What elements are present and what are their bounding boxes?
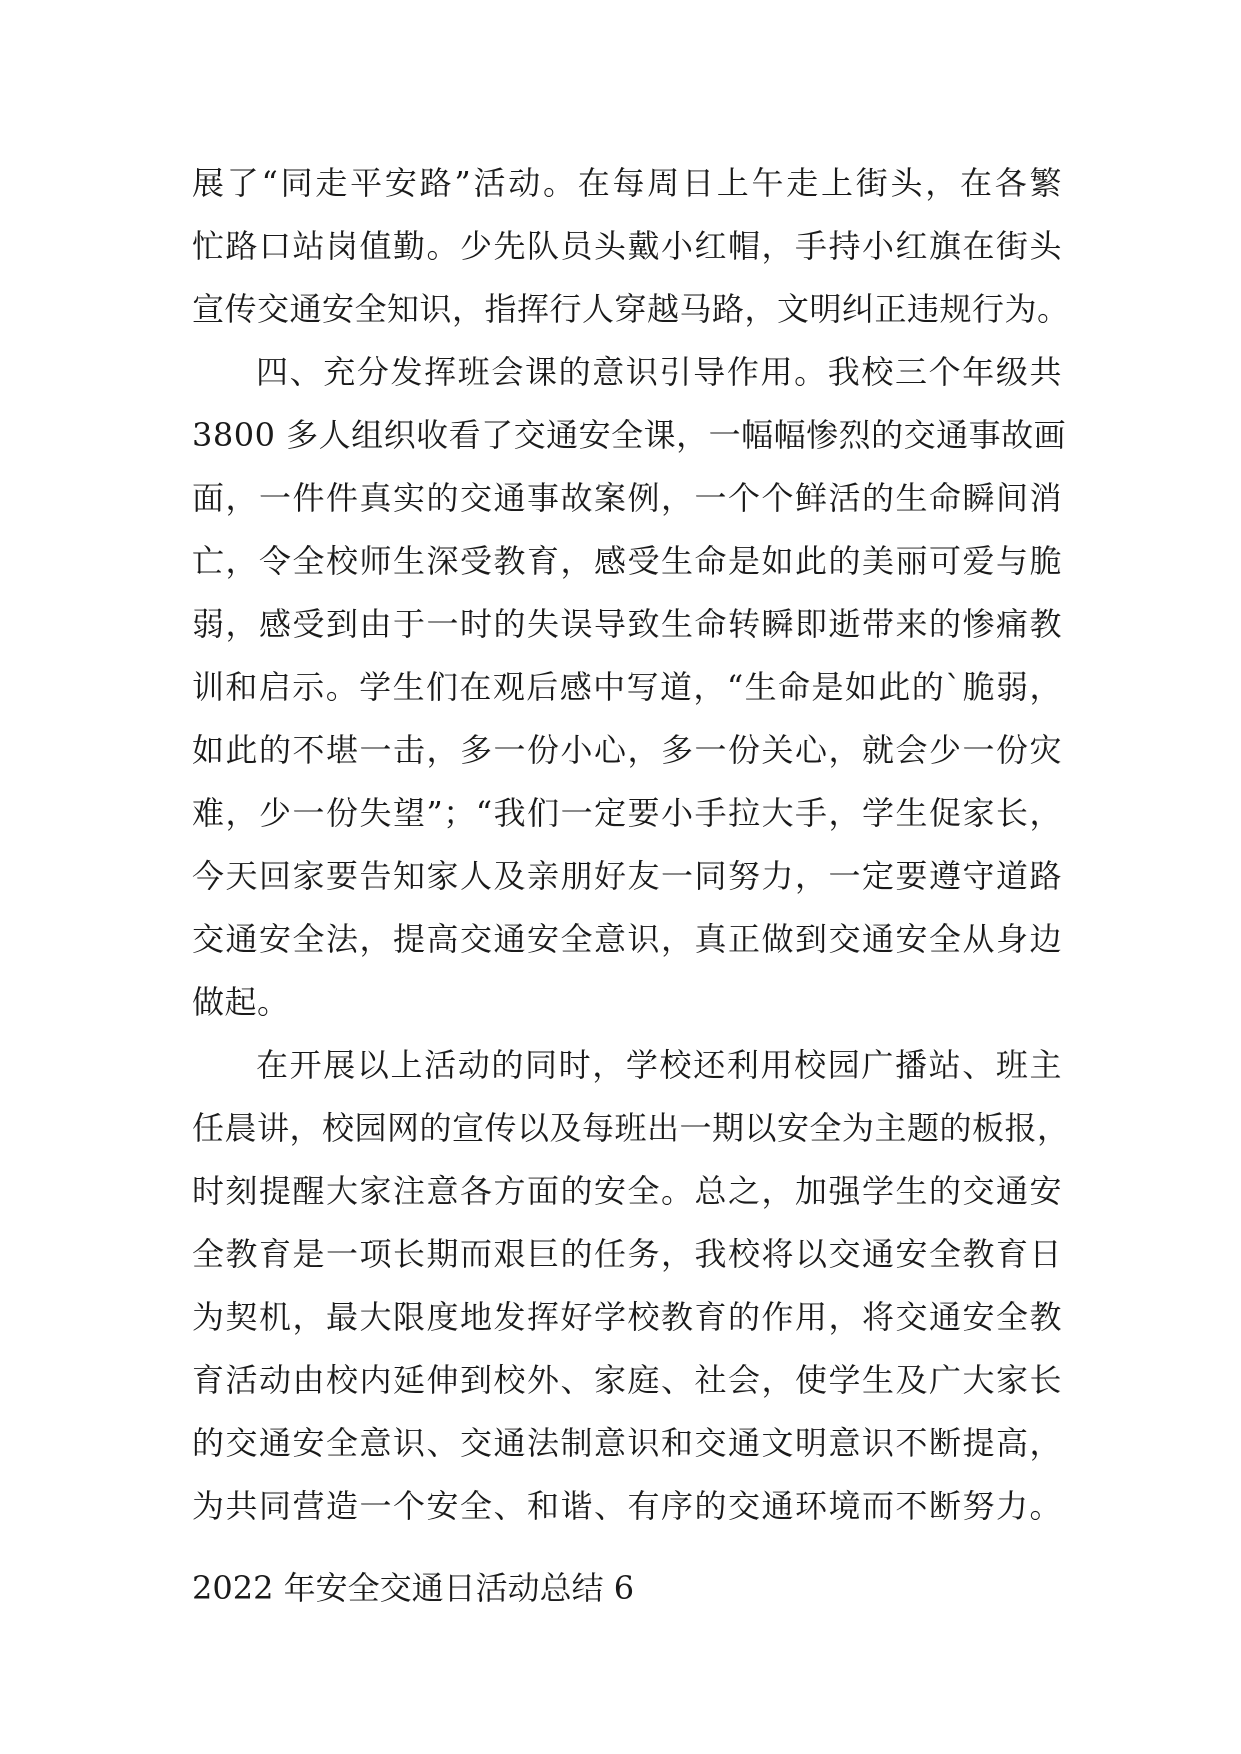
text-line: 为契机，最大限度地发挥好学校教育的作用，将交通安全教 xyxy=(192,1298,1062,1336)
text-line: 交通安全法，提高交通安全意识，真正做到交通安全从身边 xyxy=(192,920,1062,958)
text-line: 弱，感受到由于一时的失误导致生命转瞬即逝带来的惨痛教 xyxy=(192,605,1062,643)
text-line: 育活动由校内延伸到校外、家庭、社会，使学生及广大家长 xyxy=(192,1361,1062,1399)
text-line: 为共同营造一个安全、和谐、有序的交通环境而不断努力。 xyxy=(192,1487,1062,1525)
text-line: 展了“同走平安路”活动。在每周日上午走上街头，在各繁 xyxy=(192,164,1062,202)
text-line: 3800 多人组织收看了交通安全课，一幅幅惨烈的交通事故画 xyxy=(192,416,1067,454)
text-line: 面，一件件真实的交通事故案例，一个个鲜活的生命瞬间消 xyxy=(192,479,1062,517)
text-line: 时刻提醒大家注意各方面的安全。总之，加强学生的交通安 xyxy=(192,1172,1062,1210)
text-line: 如此的不堪一击，多一份小心，多一份关心，就会少一份灾 xyxy=(192,731,1062,769)
text-line: 的交通安全意识、交通法制意识和交通文明意识不断提高， xyxy=(192,1424,1062,1462)
text-line: 任晨讲，校园网的宣传以及每班出一期以安全为主题的板报， xyxy=(192,1109,1070,1147)
text-line: 亡，令全校师生深受教育，感受生命是如此的美丽可爱与脆 xyxy=(192,542,1062,580)
text-line: 忙路口站岗值勤。少先队员头戴小红帽，手持小红旗在街头 xyxy=(192,227,1062,265)
text-line: 四、充分发挥班会课的意识引导作用。我校三个年级共 xyxy=(256,353,1062,391)
text-line: 今天回家要告知家人及亲朋好友一同努力，一定要遵守道路 xyxy=(192,857,1062,895)
section-heading: 2022 年安全交通日活动总结 6 xyxy=(192,1569,635,1607)
text-line: 全教育是一项长期而艰巨的任务，我校将以交通安全教育日 xyxy=(192,1235,1062,1273)
text-line: 在开展以上活动的同时，学校还利用校园广播站、班主 xyxy=(256,1046,1062,1084)
text-line: 训和启示。学生们在观后感中写道，“生命是如此的`脆弱， xyxy=(192,668,1062,706)
paragraph-3 xyxy=(192,1034,1070,1538)
text-line: 难，少一份失望”；“我们一定要小手拉大手，学生促家长， xyxy=(192,794,1062,832)
text-line: 做起。 xyxy=(192,983,290,1021)
paragraph-1 xyxy=(192,152,1070,341)
text-line: 宣传交通安全知识，指挥行人穿越马路，文明纠正违规行为。 xyxy=(192,290,1070,328)
document-body xyxy=(192,152,1070,1538)
paragraph-2 xyxy=(192,341,1067,1034)
